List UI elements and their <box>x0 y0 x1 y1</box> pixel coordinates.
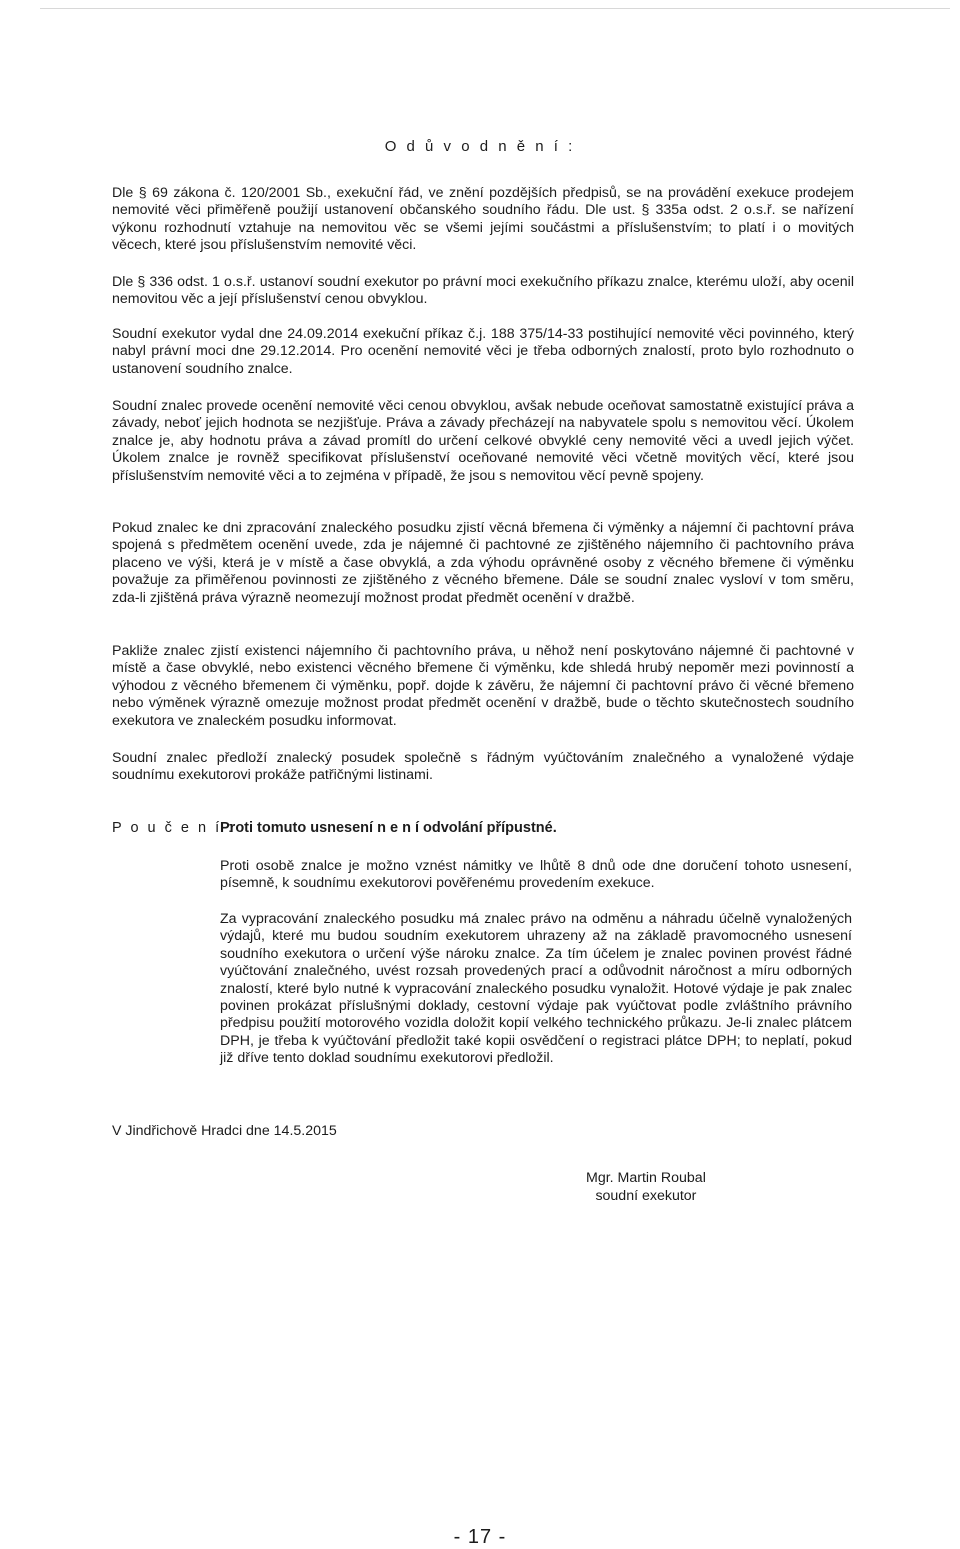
signature-block <box>586 1169 706 1205</box>
paragraph-4 <box>112 398 854 485</box>
paragraph-1 <box>112 185 854 255</box>
paragraph-6 <box>112 643 854 730</box>
paragraph-7 <box>112 750 854 785</box>
paragraph-text: Dle § 69 zákona č. 120/2001 Sb., exekuční řád, ve znění pozdějších předpisů, se na provádění exekuce prodejem nemovité věci přiměřeně použijí ustanovení občanského soudního řádu. Dle ust. § 335a odst. 2 o.s.ř. se nařízení výkonu rozhodnutí vztahuje na nemovitou věc se všemi jejími součástmi a příslušenstvím; to platí i o movitých věcech, které jsou příslušenstvím nemovité věci. <box>112 185 854 254</box>
signatory-title: soudní exekutor <box>595 1188 697 1204</box>
paragraph-text: Proti osobě znalce je možno vznést námitky ve lhůtě 8 dnů ode dne doručení tohoto usnesení, písemně, k soudnímu exekutorovi pověřenému provedením exekuce. <box>220 858 852 892</box>
paragraph-text: Pakliže znalec zjistí existenci nájemního či pachtovního práva, u něhož není poskytováno nájemné či pachtovné v místě a čase obvyklé, nebo existenci věcného břemene či výměnku, kde shledá hrubý nepoměr mezi povinností a výhodou z věcného břemenem či výměnku, popř. dojde k závěru, že nájemní či pachtovní právo či věcné břemeno nebo výměnek výrazně omezuje možnost prodat předmět ocenění v dražbě, bude o těchto skutečnostech soudního exekutora ve znaleckém posudku informovat. <box>112 643 854 729</box>
paragraph-3 <box>112 326 854 378</box>
paragraph-text: Soudní exekutor vydal dne 24.09.2014 exekuční příkaz č.j. 188 375/14-33 postihující nemovité věci povinného, který nabyl právní moci dne 29.12.2014. Pro ocenění nemovité věci je třeba odborných znalostí, proto bylo rozhodnuto o ustanovení soudního znalce. <box>112 326 854 377</box>
page-number: - 17 - <box>453 1526 507 1548</box>
poucheni-paragraph-1 <box>220 858 852 893</box>
paragraph-text: Soudní znalec předloží znalecký posudek společně s řádným vyúčtováním znalečného a vynaložené výdaje soudnímu exekutorovi prokáže patřičnými listinami. <box>112 750 854 784</box>
signatory-name: Mgr. Martin Roubal <box>586 1170 706 1186</box>
section-heading: O d ů v o d n ě n í : <box>384 138 576 155</box>
poucheni-paragraph-2 <box>220 911 852 1068</box>
paragraph-text: Dle § 336 odst. 1 o.s.ř. ustanoví soudní exekutor po právní moci exekučního příkazu znalce, kterému uloží, aby ocenil nemovitou věc a její příslušenství cenou obvyklou. <box>112 274 854 308</box>
poucheni-label: P o u č e n í : <box>112 820 235 836</box>
paragraph-text: Za vypracování znaleckého posudku má znalec právo na odměnu a náhradu účelně vynaložených výdajů, které mu budou soudním exekutorem uhrazeny až na základě pravomocného usnesení soudního exekutora o určení výše nároku znalce. Za tím účelem je znalec povinen provést řádné vyúčtování znalečného, uvést rozsah provedených prací a odůvodnit náročnost a míru odborných znalostí, které bylo nutné k vypracování znaleckého posudku vynaložit. Hotové výdaje je pak znalec povinen prokázat příslušnými doklady, cestovní výdaje pak vyúčtovat podle zvláštního právního předpisu použití motorového vozidla doložit kopií velkého technického průkazu. Je-li znalec plátcem DPH, je třeba k vyúčtování předložit také kopii osvědčení o registraci plátce DPH; to neplatí, pokud již dříve tento doklad soudnímu exekutorovi předložil. <box>220 911 852 1067</box>
paragraph-text: Soudní znalec provede ocenění nemovité věci cenou obvyklou, avšak nebude oceňovat samostatně existující práva a závady, neboť jejich hodnota se nezjišťuje. Práva a závady přecházejí na nabyvatele spolu s nemovitou věcí. Úkolem znalce je, aby hodnotu práva a závad promítl do určení celkové obvyklé ceny nemovité věci a uvedl jejich výčet. Úkolem znalce je rovněž specifikovat příslušenství oceňované nemovité věci včetně movitých věcí, které jsou příslušenstvím nemovité věci a to zejména v případě, že jsou s nemovitou věcí pevně spojeny. <box>112 398 854 484</box>
paragraph-text: Pokud znalec ke dni zpracování znaleckého posudku zjistí věcná břemena či výměnky a nájemní či pachtovní práva spojená s předmětem ocenění uvede, zda je nájemné či pachtovné ze zjištěného nájemního či pachtovního práva placeno ve výši, která je v místě a čase obvyklá, a zda výhodu oprávněné osoby z věcného břemene či výměnku považuje za přiměřenou povinnosti ze zjištěného z věcného břemene. Dále se soudní znalec vysloví v tom směru, zda-li zjištěná práva výrazně neomezují možnost prodat předmět ocenění v dražbě. <box>112 520 854 606</box>
poucheni-headline: Proti tomuto usnesení n e n í odvolání přípustné. <box>220 820 557 836</box>
paragraph-2 <box>112 274 854 309</box>
place-date: V Jindřichově Hradci dne 14.5.2015 <box>112 1123 337 1139</box>
paragraph-5 <box>112 520 854 607</box>
top-divider <box>40 8 950 9</box>
